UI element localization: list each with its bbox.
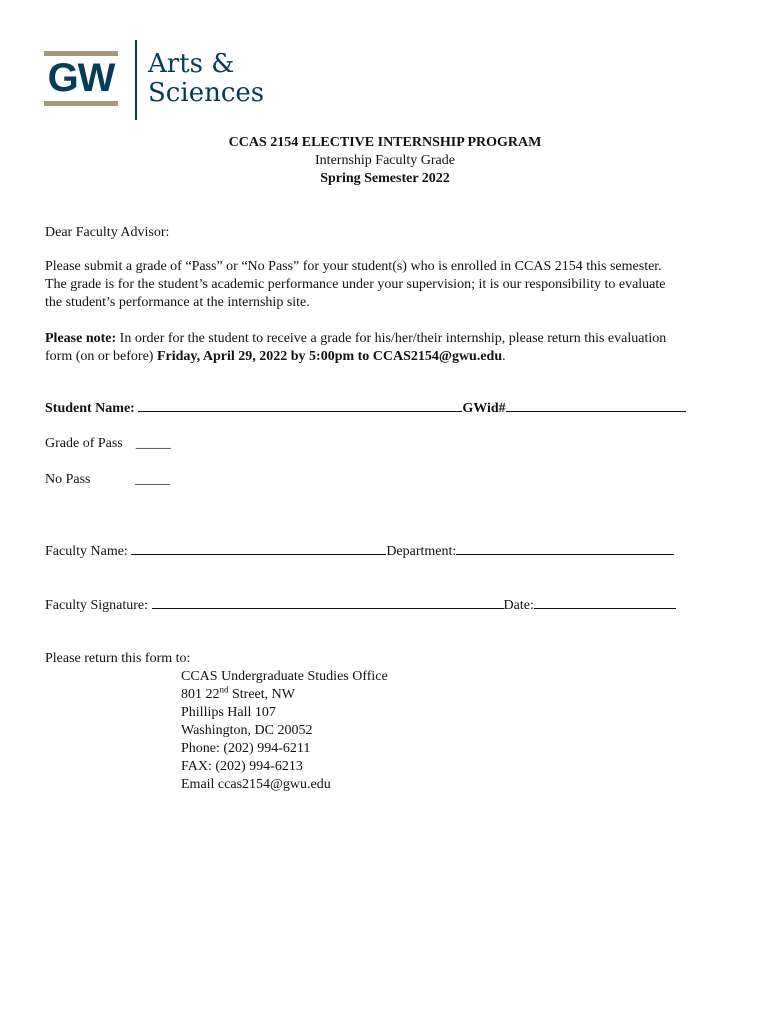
- office-name: CCAS Undergraduate Studies Office: [181, 669, 388, 684]
- logo-bottom-bar: [44, 101, 118, 106]
- street-number: 801 22: [181, 687, 220, 702]
- faculty-name-field[interactable]: [131, 542, 386, 555]
- faculty-signature-row: [45, 596, 676, 615]
- city: Washington, DC 20052: [181, 723, 313, 738]
- student-name-field[interactable]: [138, 399, 462, 412]
- note-line-2: [45, 348, 735, 366]
- note-deadline: Friday, April 29, 2022 by 5:00pm to CCAS2154@gwu.edu: [156, 349, 503, 364]
- logo-line-1: Arts &: [148, 49, 235, 79]
- semester-heading: Spring Semester 2022: [320, 171, 450, 186]
- note-text: In order for the student to receive a grade for his/her/their internship, please return this evaluation: [116, 331, 667, 346]
- note-prefix: form (on or before): [45, 349, 157, 364]
- no-pass-row: [45, 471, 170, 489]
- salutation: Dear Faculty Advisor:: [45, 225, 170, 240]
- faculty-name-label: Faculty Name:: [45, 544, 128, 559]
- street-rest: Street, NW: [228, 687, 295, 702]
- instructions-line-3: the student’s performance at the internship site.: [45, 295, 310, 310]
- gwid-field[interactable]: [506, 399, 686, 412]
- street-suffix: nd: [219, 684, 229, 695]
- logo-line-2: Sciences: [148, 78, 265, 108]
- gw-mark: [44, 51, 118, 106]
- no-pass-label: No Pass: [45, 472, 91, 487]
- student-name-label: Student Name:: [45, 401, 135, 416]
- instructions-paragraph: [45, 258, 735, 312]
- building: Phillips Hall 107: [181, 705, 276, 720]
- no-pass-blank[interactable]: _____: [135, 472, 170, 487]
- gwid-label: GWid#: [462, 401, 506, 416]
- date-field[interactable]: [534, 596, 676, 609]
- gw-arts-sciences-logo: [44, 40, 284, 122]
- instructions-line-1: Please submit a grade of “Pass” or “No Pass” for your student(s) who is enrolled in CCAS 2154 this semester.: [45, 259, 662, 274]
- grade-pass-row: [45, 435, 171, 453]
- student-name-row: [45, 399, 686, 418]
- street-address: [181, 686, 388, 704]
- grade-pass-blank[interactable]: _____: [135, 436, 171, 451]
- department-field[interactable]: [456, 542, 674, 555]
- fax: FAX: (202) 994-6213: [181, 759, 303, 774]
- email-link[interactable]: Email ccas2154@gwu.edu: [181, 777, 331, 792]
- document-subtitle: Internship Faculty Grade: [315, 153, 455, 168]
- document-title: CCAS 2154 ELECTIVE INTERNSHIP PROGRAM: [228, 135, 542, 150]
- gw-mark-text: GW: [47, 56, 115, 100]
- phone: Phone: (202) 994-6211: [181, 741, 311, 756]
- department-label: Department:: [386, 544, 457, 559]
- date-label: Date:: [503, 598, 534, 613]
- note-label: Please note:: [45, 331, 117, 346]
- return-address: [181, 668, 388, 794]
- note-paragraph: [45, 330, 735, 366]
- note-end: .: [502, 349, 506, 364]
- note-line-1: [45, 330, 735, 348]
- faculty-name-row: [45, 542, 674, 561]
- faculty-signature-field[interactable]: [152, 596, 504, 609]
- logo-divider: [135, 40, 137, 120]
- grade-pass-label: Grade of Pass: [45, 436, 123, 451]
- instructions-line-2: The grade is for the student’s academic performance under your supervision; it is our responsibility to evaluate: [45, 277, 666, 292]
- logo-wordmark: [148, 50, 278, 108]
- faculty-signature-label: Faculty Signature:: [45, 598, 149, 613]
- return-intro: Please return this form to:: [45, 651, 191, 666]
